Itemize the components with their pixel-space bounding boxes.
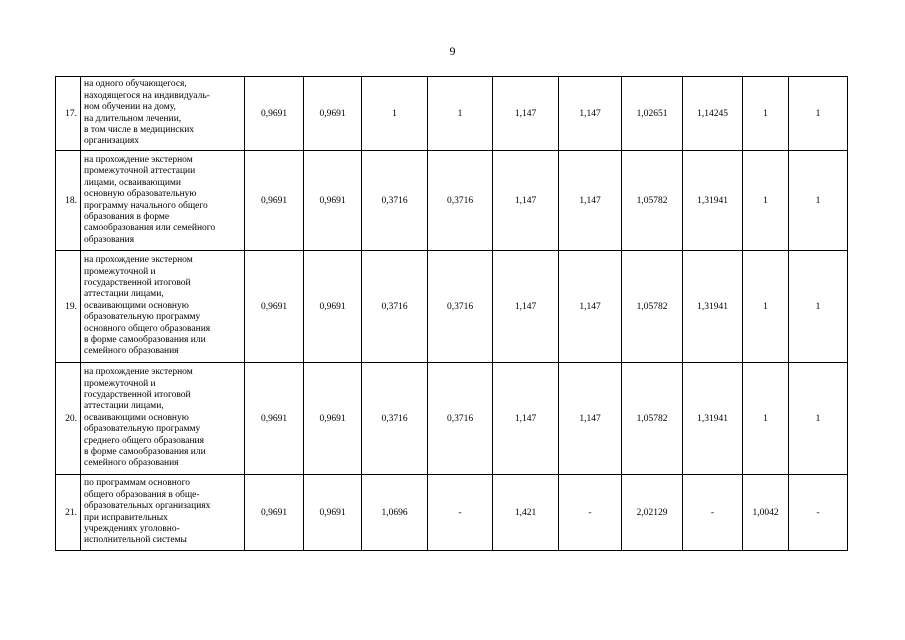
value-cell: 1,147 [559, 363, 622, 475]
value-cell: - [789, 475, 848, 551]
description-line: общего образования в обще- [84, 489, 200, 500]
description-line: осваивающими основную [84, 300, 189, 311]
description-line: лицами, осваивающими [84, 177, 182, 188]
value-cell: 1 [789, 363, 848, 475]
description-line: промежуточной аттестации [84, 166, 196, 177]
value-cell: 1,31941 [683, 363, 743, 475]
value-cell: 1,0696 [362, 475, 428, 551]
value-cell: 1,0042 [743, 475, 789, 551]
value-cell: 1 [743, 251, 789, 363]
row-description-cell [81, 475, 245, 551]
description-line: ном обучении на дому, [84, 102, 176, 113]
description-line: образовательных организациях [84, 501, 211, 512]
description-line: образовательную программу [84, 312, 201, 323]
value-cell: 1,31941 [683, 251, 743, 363]
description-line: на одного обучающегося, [84, 79, 187, 90]
description-line: образования [84, 234, 135, 245]
row-number-cell: 18. [56, 151, 81, 251]
description-line: промежуточной и [84, 378, 156, 389]
row-number-cell: 17. [56, 77, 81, 151]
description-line: на длительном лечении, [84, 113, 182, 124]
row-number-cell: 21. [56, 475, 81, 551]
description-line: образования в форме [84, 211, 170, 222]
page-number: 9 [449, 44, 456, 58]
value-cell: 1 [743, 77, 789, 151]
value-cell: 0,9691 [304, 475, 362, 551]
description-line: среднего общего образования [84, 435, 204, 446]
value-cell: 1,421 [493, 475, 559, 551]
value-cell: 0,9691 [304, 251, 362, 363]
description-line: находящегося на индивидуаль- [84, 90, 210, 101]
table-row [56, 363, 848, 475]
value-cell: 0,3716 [428, 363, 493, 475]
value-cell: 0,9691 [245, 363, 304, 475]
value-cell: 0,3716 [362, 251, 428, 363]
description-line: в форме самообразования или [84, 447, 206, 458]
description-line: семейного образования [84, 458, 179, 469]
value-cell: 1 [789, 151, 848, 251]
row-number-cell: 19. [56, 251, 81, 363]
row-description-cell [81, 77, 245, 151]
value-cell: 1,147 [493, 77, 559, 151]
description-line: по программам основного [84, 478, 190, 489]
value-cell: 0,3716 [428, 251, 493, 363]
value-cell: 1,31941 [683, 151, 743, 251]
value-cell: - [683, 475, 743, 551]
value-cell: 1,147 [493, 251, 559, 363]
value-cell: - [428, 475, 493, 551]
description-line: программу начального общего [84, 200, 208, 211]
value-cell: 2,02129 [622, 475, 683, 551]
description-line: на прохождение экстерном [84, 367, 193, 378]
value-cell: 0,9691 [304, 151, 362, 251]
description-line: исполнительной системы [84, 535, 187, 546]
description-line: основную образовательную [84, 189, 197, 200]
description-line: на прохождение экстерном [84, 154, 193, 165]
value-cell: 1,05782 [622, 363, 683, 475]
description-line: основного общего образования [84, 323, 211, 334]
table-row [56, 475, 848, 551]
value-cell: 1,147 [559, 251, 622, 363]
description-line: осваивающими основную [84, 412, 189, 423]
value-cell: 1 [743, 151, 789, 251]
value-cell: 1,147 [559, 77, 622, 151]
row-description-cell [81, 151, 245, 251]
description-line: семейного образования [84, 346, 179, 357]
value-cell: 1 [789, 77, 848, 151]
value-cell: 1,05782 [622, 151, 683, 251]
description-line: государственной итоговой [84, 389, 191, 400]
value-cell: 1,147 [493, 151, 559, 251]
description-line: учреждениях уголовно- [84, 523, 180, 534]
coefficients-table [55, 76, 848, 551]
value-cell: 0,9691 [245, 151, 304, 251]
value-cell: 1,147 [493, 363, 559, 475]
description-line: организациях [84, 136, 140, 147]
value-cell: 0,3716 [362, 151, 428, 251]
description-line: аттестации лицами, [84, 289, 164, 300]
value-cell: 1,05782 [622, 251, 683, 363]
description-line: в том числе в медицинских [84, 124, 195, 135]
value-cell: 0,9691 [245, 475, 304, 551]
description-line: при исправительных [84, 512, 168, 523]
description-line: на прохождение экстерном [84, 255, 193, 266]
table-row [56, 77, 848, 151]
value-cell: 1 [789, 251, 848, 363]
description-line: образовательную программу [84, 424, 201, 435]
row-number-cell: 20. [56, 363, 81, 475]
table-row [56, 151, 848, 251]
description-line: в форме самообразования или [84, 335, 206, 346]
value-cell: 0,9691 [245, 77, 304, 151]
description-line: промежуточной и [84, 266, 156, 277]
value-cell: 0,3716 [428, 151, 493, 251]
value-cell: 0,9691 [245, 251, 304, 363]
value-cell: 1 [362, 77, 428, 151]
value-cell: 1,147 [559, 151, 622, 251]
value-cell: 1 [428, 77, 493, 151]
value-cell: 1 [743, 363, 789, 475]
value-cell: 0,9691 [304, 363, 362, 475]
description-line: аттестации лицами, [84, 401, 164, 412]
value-cell: 0,9691 [304, 77, 362, 151]
table-row [56, 251, 848, 363]
value-cell: - [559, 475, 622, 551]
value-cell: 1,02651 [622, 77, 683, 151]
value-cell: 1,14245 [683, 77, 743, 151]
description-line: самообразования или семейного [84, 223, 216, 234]
value-cell: 0,3716 [362, 363, 428, 475]
description-line: государственной итоговой [84, 277, 191, 288]
row-description-cell [81, 363, 245, 475]
row-description-cell [81, 251, 245, 363]
